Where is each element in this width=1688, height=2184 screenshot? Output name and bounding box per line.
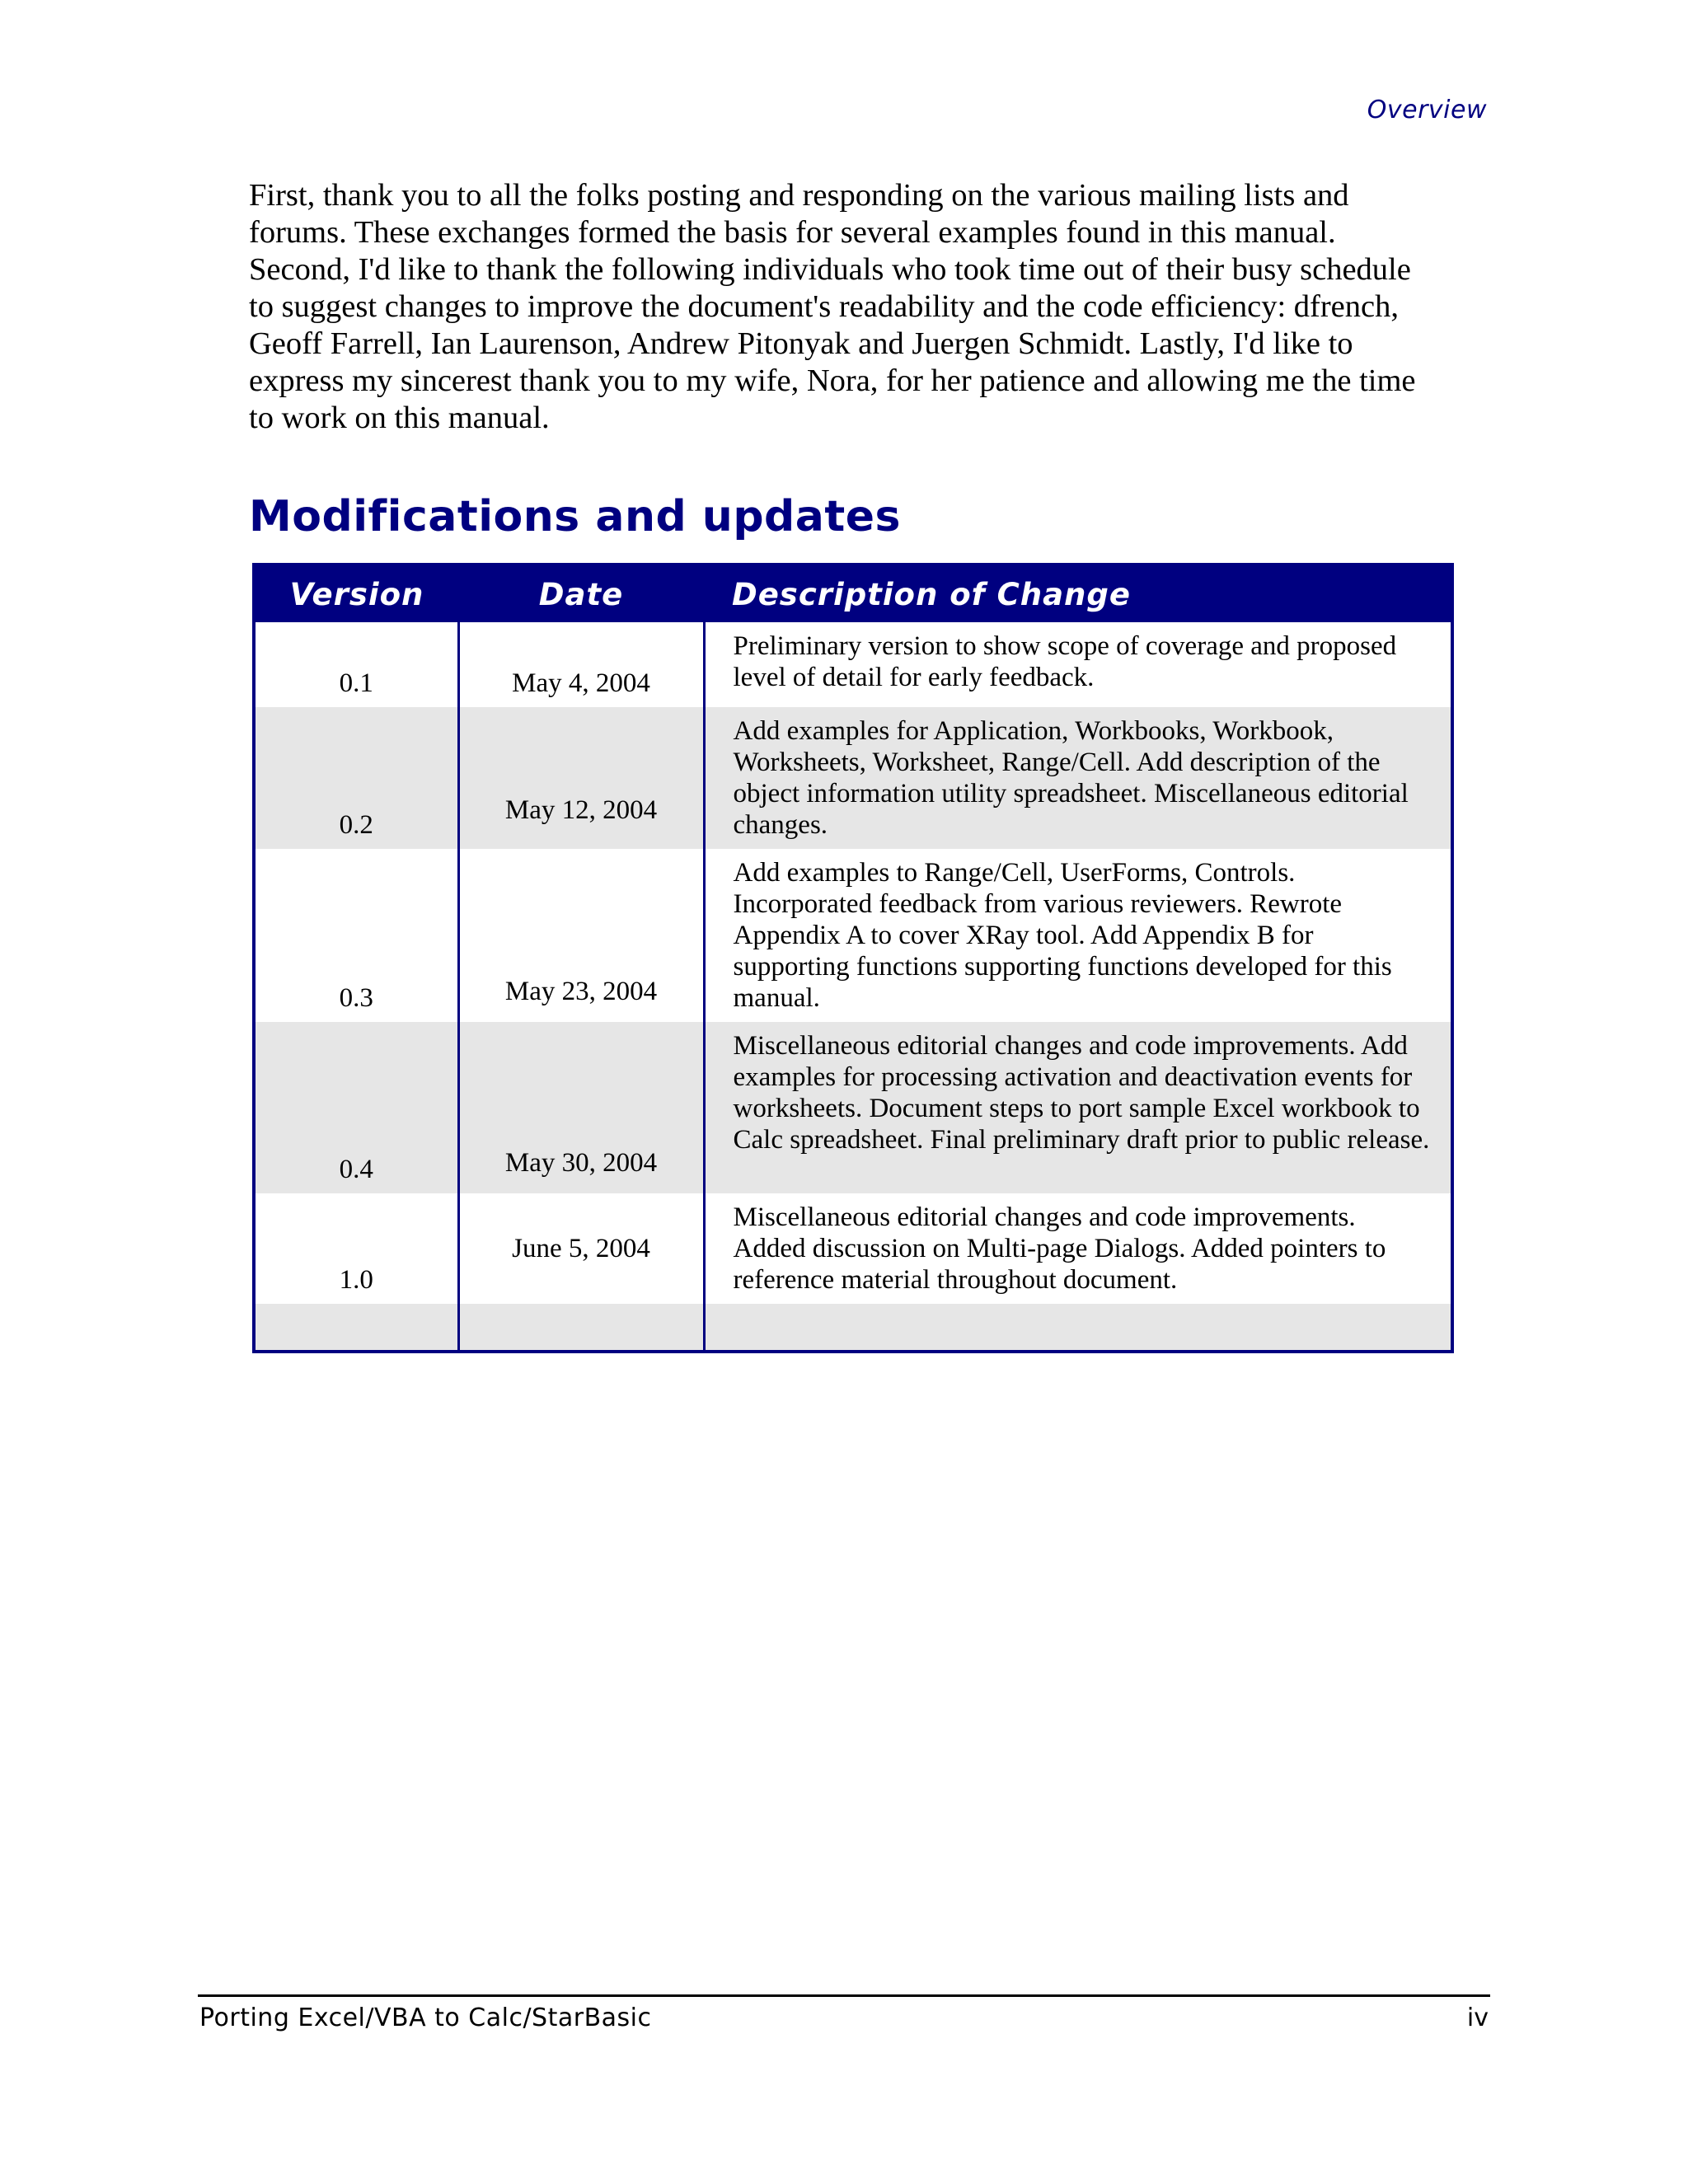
date-column-header: Date: [458, 565, 704, 622]
table-row: [254, 622, 1452, 707]
modifications-table: [252, 563, 1454, 1353]
date-cell: June 5, 2004: [458, 1193, 704, 1304]
version-cell: 0.2: [254, 707, 458, 849]
section-heading: Modifications and updates: [249, 492, 901, 541]
empty-cell: [254, 1304, 458, 1352]
version-cell: 1.0: [339, 1265, 373, 1295]
empty-cell: [458, 1304, 704, 1352]
table-row: [254, 1022, 1452, 1193]
description-cell: Add examples to Range/Cell, UserForms, Controls. Incorporated feedback from various reviewers. Rewrote Appendix A to cover XRay tool. Add Appendix B for supporting functions supporting functions developed for this manual.: [704, 849, 1452, 1022]
version-column-header: Version: [254, 565, 458, 622]
table-row: [254, 707, 1452, 849]
empty-cell: [704, 1304, 1452, 1352]
version-cell: 0.1: [339, 668, 373, 698]
description-cell: Miscellaneous editorial changes and code improvements. Add examples for processing activation and deactivation events for worksheets. Document steps to port sample Excel workbook to Calc spreadsheet. Final preliminary draft prior to public release.: [704, 1022, 1452, 1193]
acknowledgements-paragraph: First, thank you to all the folks posting and responding on the various mailing lists and forums. These exchanges formed the basis for several examples found in this manual. Second, I'd like to thank the following individuals who took time out of their busy schedule to suggest changes to improve the document's readability and the code efficiency: dfrench, Geoff Farrell, Ian Laurenson, Andrew Pitonyak and Juergen Schmidt. Lastly, I'd like to express my sincerest thank you to my wife, Nora, for her patience and allowing me the time to work on this manual.: [249, 178, 1416, 435]
description-column-header: Description of Change: [704, 565, 1452, 622]
date-cell: May 30, 2004: [458, 1022, 704, 1193]
date-cell: May 23, 2004: [458, 849, 704, 1022]
version-cell: 0.3: [339, 983, 373, 1013]
running-header: Overview: [1367, 96, 1487, 124]
table-row: [254, 1193, 1452, 1304]
page-number: iv: [1466, 2004, 1489, 2032]
table-row: [254, 849, 1452, 1022]
description-cell: Miscellaneous editorial changes and code improvements. Added discussion on Multi-page Dialogs. Added pointers to reference material throughout document.: [704, 1193, 1452, 1304]
date-cell: May 12, 2004: [458, 707, 704, 849]
table-header-row: [254, 565, 1452, 622]
description-cell: Add examples for Application, Workbooks, Workbook, Worksheets, Worksheet, Range/Cell. Add description of the object information utility spreadsheet. Miscellaneous editorial changes.: [704, 707, 1452, 849]
table-row-empty: [254, 1304, 1452, 1352]
date-cell: May 4, 2004: [458, 622, 704, 707]
footer-title: Porting Excel/VBA to Calc/StarBasic: [199, 2004, 652, 2032]
description-cell: Preliminary version to show scope of coverage and proposed level of detail for early feedback.: [704, 622, 1452, 707]
footer-divider: [198, 1994, 1490, 1997]
version-cell: 0.4: [254, 1022, 458, 1193]
